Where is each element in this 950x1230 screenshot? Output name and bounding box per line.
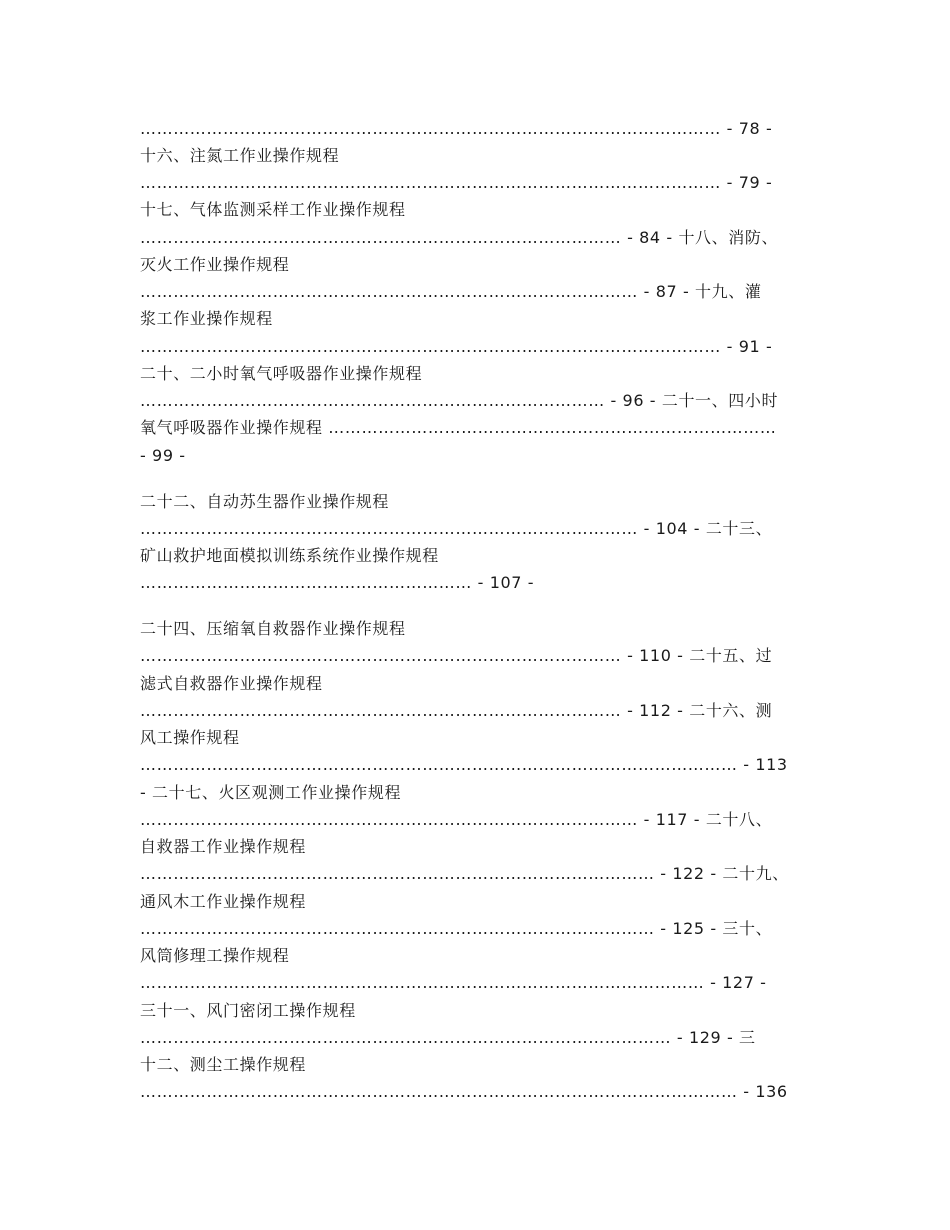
toc-line: 自救器工作业操作规程 bbox=[140, 837, 307, 856]
toc-line: ……………………………………………………………………………… - 87 - 十九、灌 bbox=[140, 282, 762, 301]
toc-line: 十七、气体监测采样工作业操作规程 bbox=[140, 200, 406, 219]
toc-line: ………………………………………………………………………… - 96 - 二十一、四小时 bbox=[140, 391, 779, 410]
toc-line: 二十、二小时氧气呼吸器作业操作规程 bbox=[140, 364, 423, 383]
toc-line: …………………………………………………………………………… - 84 - 十八、消防、 bbox=[140, 228, 779, 247]
toc-line: - 99 - bbox=[140, 446, 186, 465]
toc-line: ……………………………………………………………………………… - 104 - 二十三、 bbox=[140, 519, 773, 538]
toc-line: 灭火工作业操作规程 bbox=[140, 255, 290, 274]
toc-line: 通风木工作业操作规程 bbox=[140, 892, 307, 911]
toc-line: 二十二、自动苏生器作业操作规程 bbox=[140, 492, 390, 511]
toc-line: …………………………………………………………………………… - 110 - 二十五、过 bbox=[140, 646, 773, 665]
toc-line: ……………………………………………………………………………………………… - 136 bbox=[140, 1082, 788, 1101]
toc-line: ………………………………………………………………………………………… - 127 - bbox=[140, 973, 767, 992]
toc-line: 风筒修理工操作规程 bbox=[140, 946, 290, 965]
toc-line: …………………………………………………………………………………………… - 91 - bbox=[140, 337, 773, 356]
toc-line: ……………………………………………………………………………………………… - 113 bbox=[140, 755, 788, 774]
toc-line: 三十一、风门密闭工操作规程 bbox=[140, 1001, 356, 1020]
toc-line: 浆工作业操作规程 bbox=[140, 309, 273, 328]
toc-line: 氧气呼吸器作业操作规程 ……………………………………………………………………… bbox=[140, 418, 777, 437]
toc-line: 二十四、压缩氧自救器作业操作规程 bbox=[140, 619, 406, 638]
toc-line: ……………………………………………………………………………… - 117 - 二十八、 bbox=[140, 810, 773, 829]
toc-line: ………………………………………………………………………………… - 122 - 二十九、 bbox=[140, 864, 789, 883]
toc-line: …………………………………………………… - 107 - bbox=[140, 573, 535, 592]
toc-line: 十六、注氮工作业操作规程 bbox=[140, 146, 340, 165]
toc-line: 滤式自救器作业操作规程 bbox=[140, 674, 323, 693]
toc-line: 风工操作规程 bbox=[140, 728, 240, 747]
toc-line: - 二十七、火区观测工作业操作规程 bbox=[140, 783, 402, 802]
toc-line: 矿山救护地面模拟训练系统作业操作规程 bbox=[140, 546, 439, 565]
toc-line: 十二、测尘工操作规程 bbox=[140, 1055, 307, 1074]
toc-line: …………………………………………………………………………… - 112 - 二十六、测 bbox=[140, 701, 773, 720]
toc-line: …………………………………………………………………………………………… - 79 - bbox=[140, 173, 773, 192]
toc-line: …………………………………………………………………………………………… - 78 - bbox=[140, 119, 773, 138]
toc-line: …………………………………………………………………………………… - 129 - 三 bbox=[140, 1028, 756, 1047]
toc-line: ………………………………………………………………………………… - 125 - 三十、 bbox=[140, 919, 773, 938]
